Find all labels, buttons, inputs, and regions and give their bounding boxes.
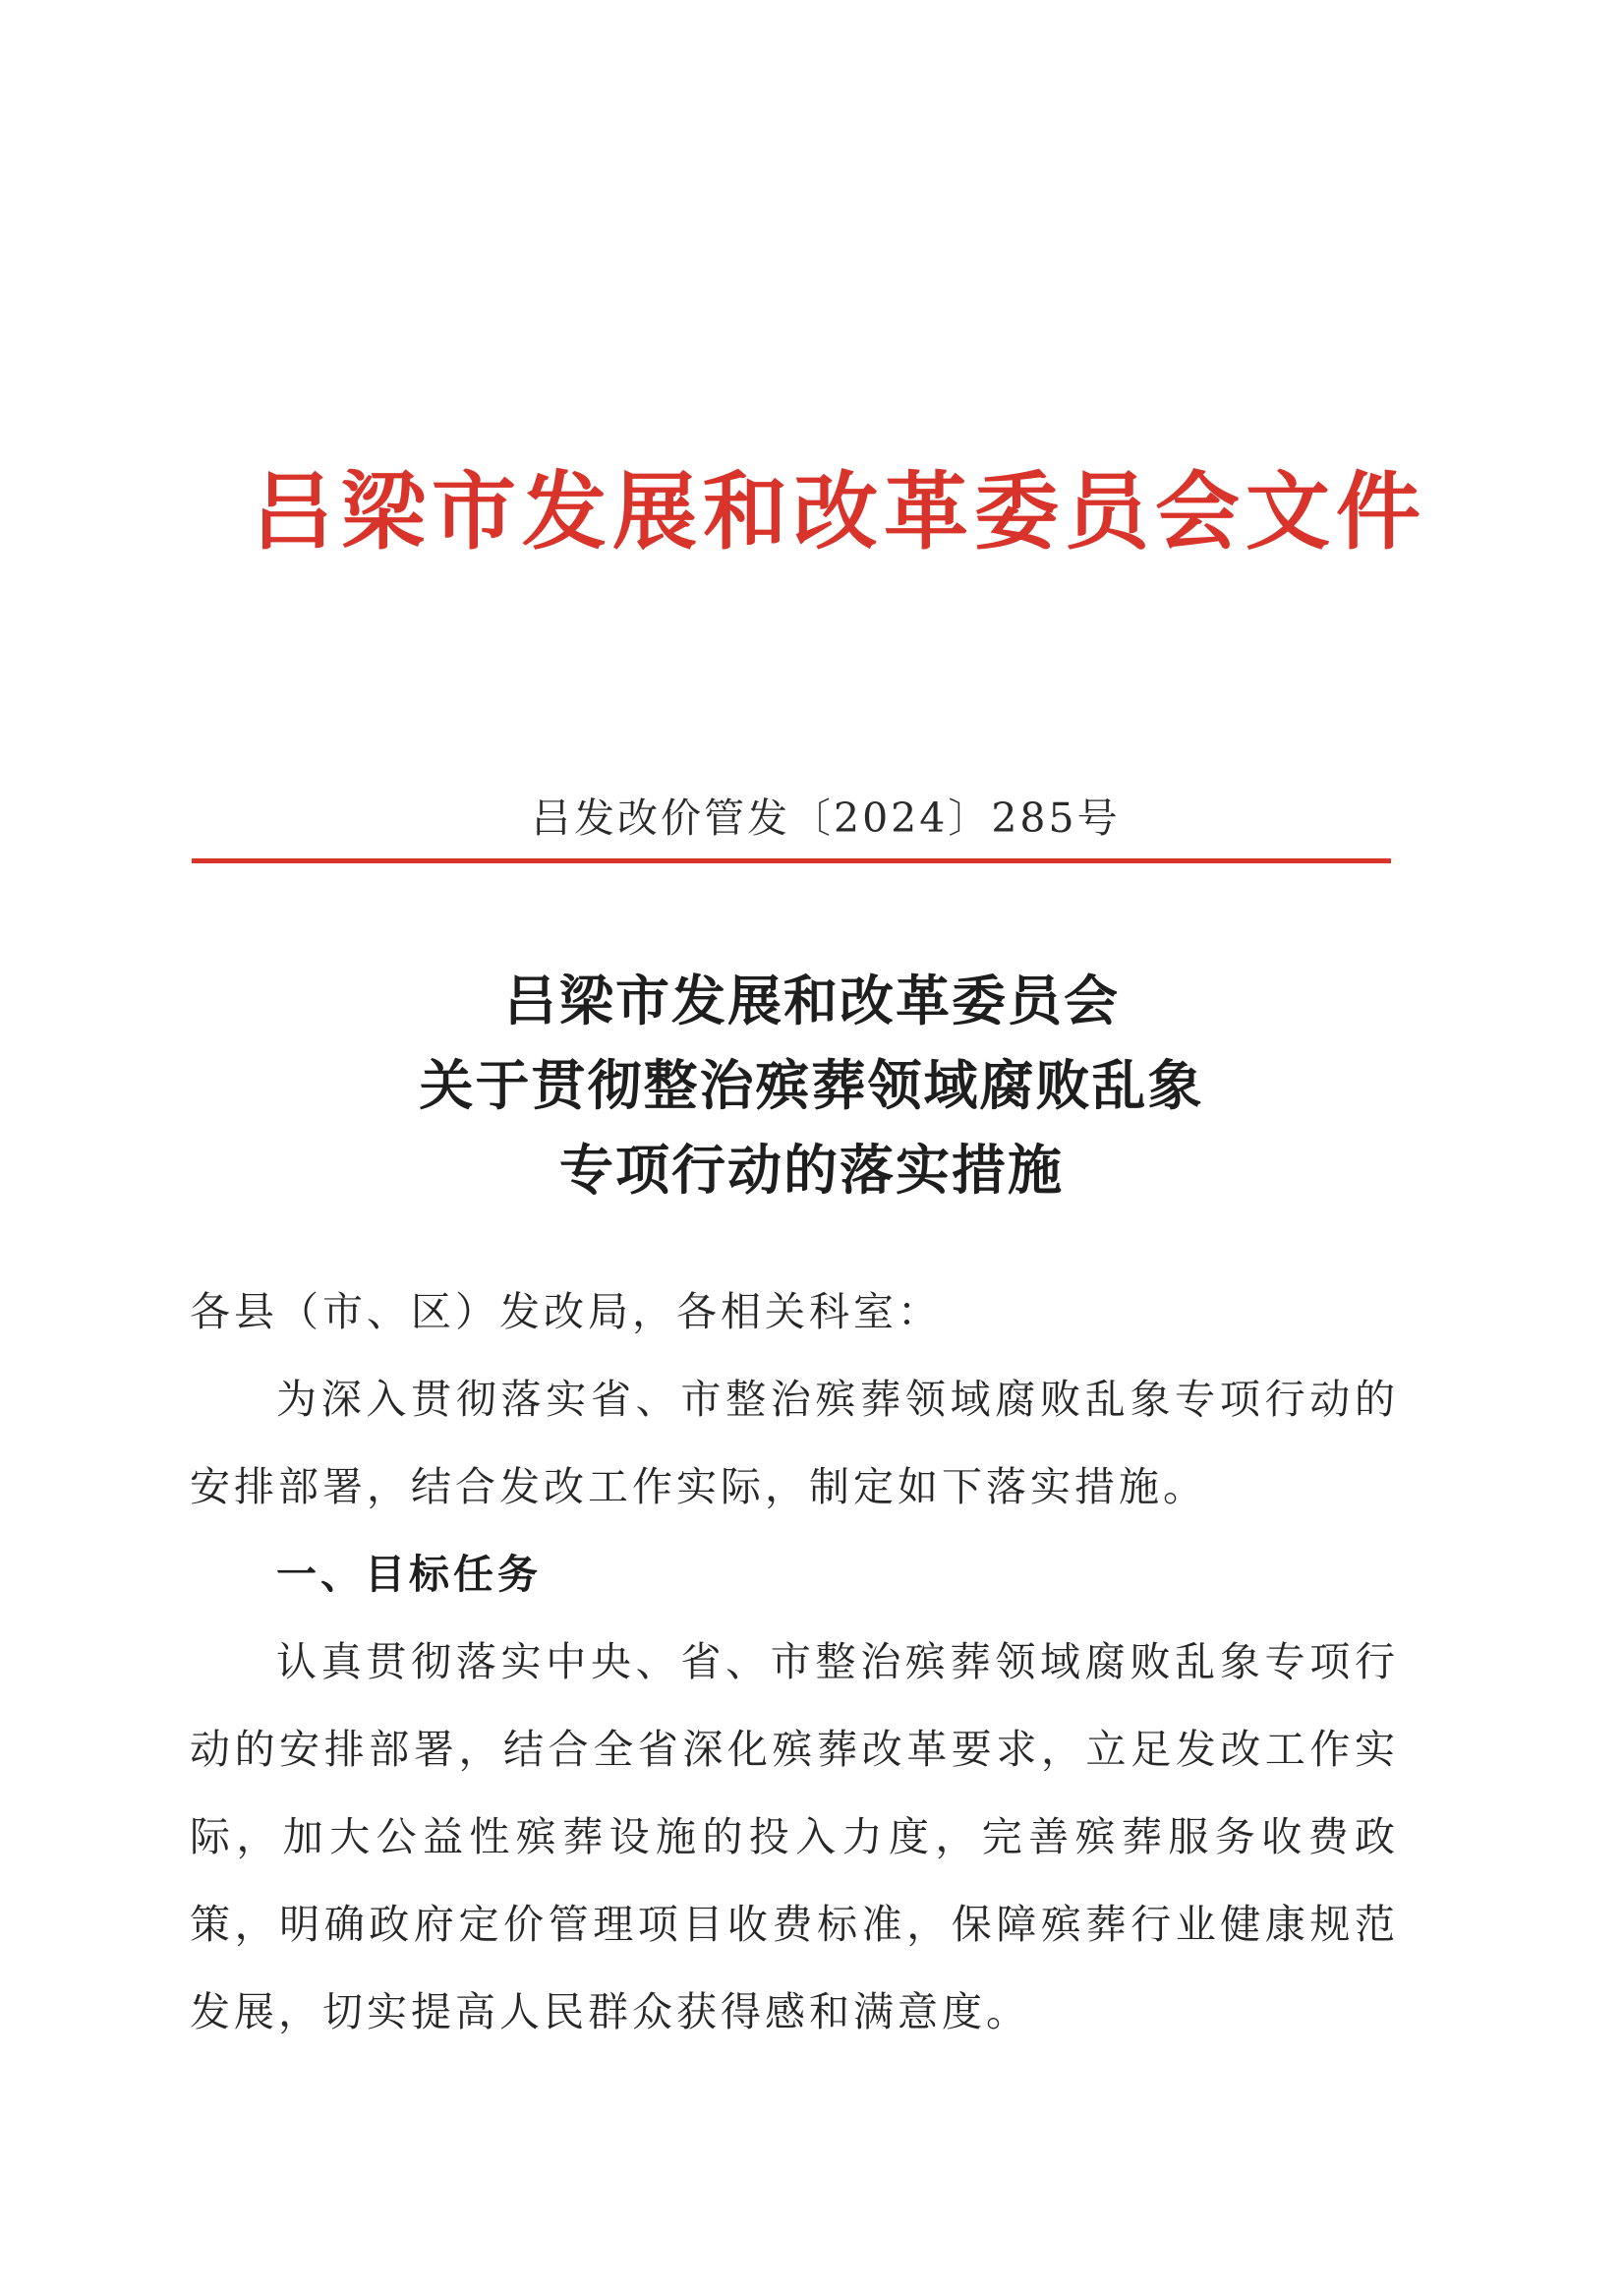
section-heading-1: 一、目标任务 (276, 1551, 542, 1598)
document-title (0, 959, 1623, 1212)
section-1-paragraph: 认真贯彻落实中央、省、市整治殡葬领域腐败乱象专项行动的安排部署，结合全省深化殡葬改革要求，立足发改工作实际，加大公益性殡葬设施的投入力度，完善殡葬服务收费政策，明确政府定价管理项目收费标准，保障殡葬行业健康规范发展，切实提高人民群众获得感和满意度。 (190, 1638, 1399, 2035)
title-line-2: 关于贯彻整治殡葬领域腐败乱象 (419, 1053, 1204, 1117)
document-number: 吕发改价管发〔2024〕285号 (531, 795, 1121, 842)
title-line-3: 专项行动的落实措施 (558, 1138, 1064, 1202)
issuing-authority-header: 吕梁市发展和改革委员会文件 (251, 462, 1426, 561)
salutation: 各县（市、区）发改局，各相关科室： (190, 1288, 942, 1335)
title-line-1: 吕梁市发展和改革委员会 (502, 969, 1120, 1032)
red-divider-line (192, 858, 1391, 863)
document-body (190, 1268, 1399, 2056)
intro-paragraph: 为深入贯彻落实省、市整治殡葬领域腐败乱象专项行动的安排部署，结合发改工作实际，制定如下落实措施。 (190, 1376, 1399, 1510)
